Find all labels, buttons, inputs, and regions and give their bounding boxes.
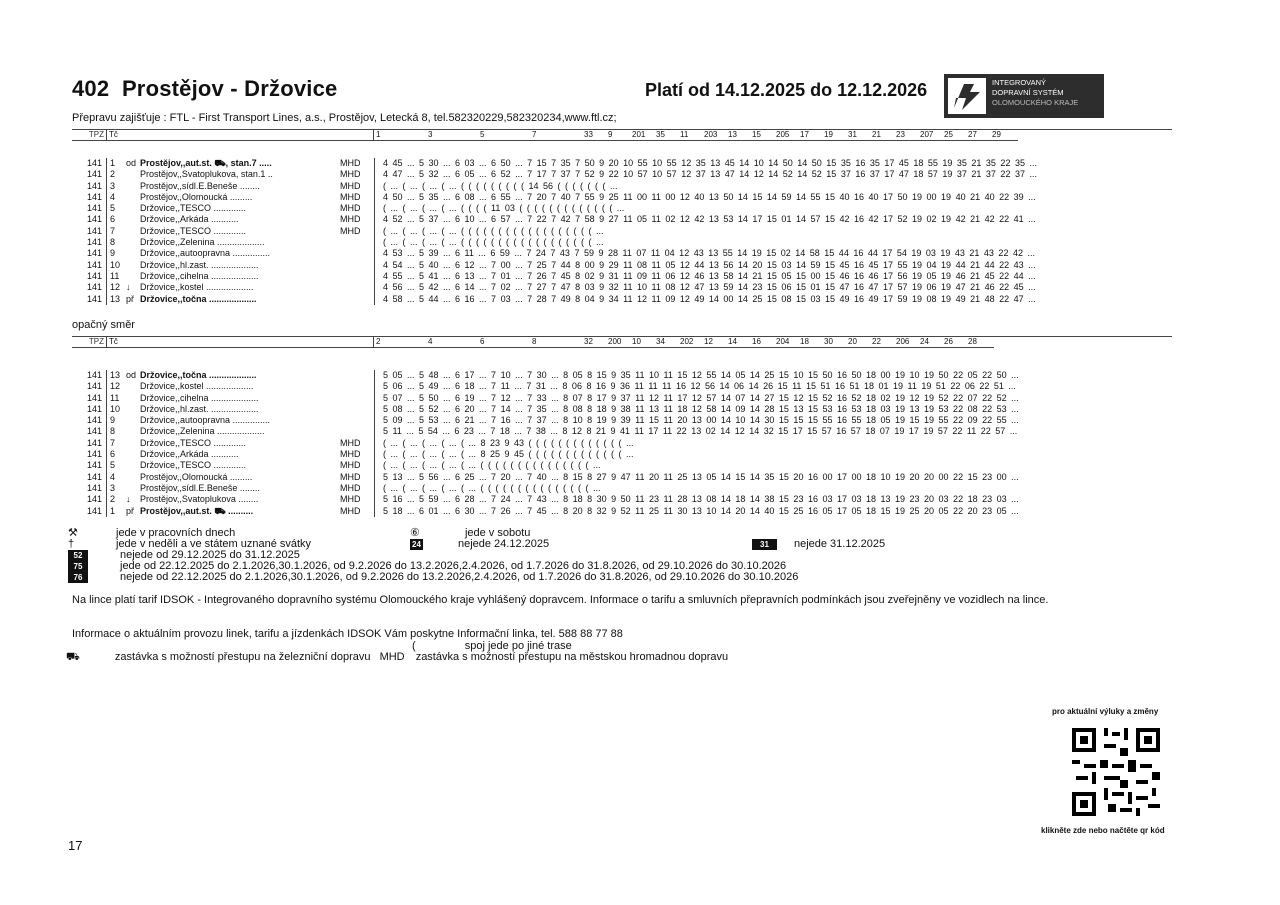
legend-text: nejede od 22.12.2025 do 2.1.2026,30.1.2026, od 9.2.2026 do 13.2.2026,2.4.2026, od 1.7.2026 do 31.8.2026, od 29.10.2026 do 30.10.2026 bbox=[120, 571, 799, 583]
trip-number: 23 bbox=[896, 130, 905, 139]
stop-row bbox=[72, 158, 1183, 169]
stop-mhd bbox=[340, 415, 375, 426]
trip-number: 5 bbox=[480, 130, 485, 139]
other-route-text: spoj jede po jiné trase bbox=[464, 640, 572, 652]
stop-times: ( ... ( ... ( ... ( ... ( ( ( ( 11 03 ( ( ( ( ( ( ( ( ( ( ( ( ( ... bbox=[383, 203, 625, 214]
stop-mark bbox=[126, 415, 140, 426]
stop-name: Prostějov,,aut.st. ⛟ .......... bbox=[140, 505, 254, 516]
validity-text: Platí od 14.12.2025 do 12.12.2026 bbox=[645, 80, 928, 100]
qr-code-icon bbox=[1068, 724, 1164, 820]
stop-tpz: 141 bbox=[86, 191, 102, 202]
stop-tc: 3 bbox=[106, 483, 126, 494]
stop-tpz: 141 bbox=[86, 270, 102, 281]
stop-tpz: 141 bbox=[86, 248, 102, 259]
stop-name: Držovice,,hl.zast. ................... bbox=[140, 259, 259, 270]
other-route-icon: ( bbox=[412, 640, 416, 652]
stop-times: 5 16 ... 5 59 ... 6 28 ... 7 24 ... 7 43 ... 8 18 8 30 9 50 11 23 11 28 13 08 14 18 14 38 15 23 16 03 17 03 18 13 19 23 20 03 22 18 23 03 ... bbox=[383, 494, 1019, 505]
trip-number: 17 bbox=[800, 130, 809, 139]
stop-tc: 6 bbox=[106, 214, 126, 225]
opposite-direction-label: opačný směr bbox=[72, 319, 135, 331]
stop-name: Držovice,,Zelenina ................... bbox=[140, 426, 265, 437]
stop-tpz: 141 bbox=[86, 203, 102, 214]
stop-times: 4 50 ... 5 35 ... 6 08 ... 6 55 ... 7 20 7 40 7 55 9 25 11 00 11 00 12 40 13 50 14 15 14 59 14 55 15 40 16 40 17 50 19 00 19 40 21 40 22 39 ... bbox=[383, 191, 1036, 202]
stop-mhd bbox=[340, 248, 375, 259]
trip-number: 4 bbox=[428, 337, 433, 346]
trip-number: 35 bbox=[656, 130, 665, 139]
stop-tc: 4 bbox=[106, 192, 126, 203]
trip-number: 14 bbox=[728, 337, 737, 346]
trip-number: 22 bbox=[872, 337, 881, 346]
info-note: Informace o aktuálním provozu linek, tarifu a jízdenkách IDSOK Vám poskytne Informační linka, tel. 588 88 77 88 bbox=[72, 628, 623, 640]
stop-name: Držovice,,Arkáda ........... bbox=[140, 449, 239, 460]
stop-tc: 7 bbox=[106, 438, 126, 449]
stop-tc: 1 bbox=[106, 158, 126, 169]
stop-row bbox=[72, 294, 1183, 305]
legend-text: jede v neděli a ve státem uznané svátky bbox=[116, 538, 312, 550]
stop-tc: 13 bbox=[106, 294, 126, 305]
stop-name: Držovice,,autoopravna ............... bbox=[140, 248, 271, 259]
stop-tpz: 141 bbox=[86, 449, 102, 460]
stop-times: 5 06 ... 5 49 ... 6 18 ... 7 11 ... 7 31 ... 8 06 8 16 9 36 11 11 11 16 12 56 14 06 14 26 15 11 15 51 16 51 18 01 19 11 19 51 22 06 22 51 ... bbox=[383, 381, 1016, 392]
stop-mhd bbox=[340, 294, 375, 305]
stop-tpz: 141 bbox=[86, 381, 102, 392]
legend-text: jede v pracovních dnech bbox=[116, 527, 236, 539]
stop-mhd: MHD bbox=[340, 214, 375, 225]
legend-item bbox=[68, 572, 798, 583]
stop-name: Držovice,,TESCO ............. bbox=[140, 437, 247, 448]
legend-31-text: nejede 31.12.2025 bbox=[793, 538, 886, 550]
legend-symbol-icon: † bbox=[68, 538, 75, 550]
trip-number: 31 bbox=[848, 130, 857, 139]
stop-name: Držovice,,TESCO ............. bbox=[140, 225, 247, 236]
stop-mark: př bbox=[126, 293, 135, 304]
trip-number: 26 bbox=[944, 337, 953, 346]
stop-name: Prostějov,,aut.st. ⛟, stan.7 ..... bbox=[140, 158, 272, 168]
stop-row bbox=[72, 426, 1183, 437]
trip-number: 18 bbox=[800, 337, 809, 346]
stop-tpz: 141 bbox=[86, 282, 102, 293]
stop-times: 4 58 ... 5 44 ... 6 16 ... 7 03 ... 7 28 7 49 8 04 9 34 11 12 11 09 12 49 14 00 14 25 15 08 15 03 15 49 16 49 17 59 19 08 19 49 21 48 22 47 ... bbox=[383, 293, 1036, 304]
trip-number: 28 bbox=[968, 337, 977, 346]
stop-mark bbox=[126, 192, 140, 203]
stop-tc: 10 bbox=[106, 404, 126, 415]
trip-numbers-list bbox=[376, 130, 1016, 139]
stop-row bbox=[72, 404, 1183, 415]
stop-name: Držovice,,točna ................... bbox=[140, 293, 257, 304]
trip-number: 207 bbox=[920, 130, 934, 139]
idsok-logo-icon bbox=[948, 78, 986, 114]
stop-mhd: MHD bbox=[340, 203, 375, 214]
trip-number: 16 bbox=[752, 337, 761, 346]
stop-mark bbox=[126, 393, 140, 404]
stop-mark bbox=[126, 404, 140, 415]
stop-tc: 8 bbox=[106, 426, 126, 437]
stop-row bbox=[72, 169, 1183, 180]
stop-times: 5 09 ... 5 53 ... 6 21 ... 7 16 ... 7 37 ... 8 10 8 19 9 39 11 15 11 20 13 00 14 10 14 30 15 15 15 55 16 55 18 05 19 15 19 55 22 09 22 55 ... bbox=[383, 415, 1019, 426]
trip-number: 24 bbox=[920, 337, 929, 346]
trip-number-row-2 bbox=[72, 337, 994, 348]
stop-name: Držovice,,TESCO ............. bbox=[140, 203, 247, 214]
stop-tc: 7 bbox=[106, 226, 126, 237]
stop-row bbox=[72, 494, 1183, 505]
stop-times: 5 05 ... 5 48 ... 6 17 ... 7 10 ... 7 30 ... 8 05 8 15 9 35 11 10 11 15 12 55 14 05 14 25 15 10 15 50 16 50 18 00 19 10 19 50 22 05 22 50 ... bbox=[383, 370, 1019, 380]
stop-times: ( ... ( ... ( ... ( ... ( ... 8 25 9 45 ( ( ( ( ( ( ( ( ( ( ( ( ( ... bbox=[383, 449, 634, 460]
stop-times: ( ... ( ... ( ... ( ... ( ... 8 23 9 43 ( ( ( ( ( ( ( ( ( ( ( ( ( ... bbox=[383, 437, 634, 448]
stop-row bbox=[72, 237, 1183, 248]
stop-row bbox=[72, 449, 1183, 460]
stop-tpz: 141 bbox=[86, 403, 102, 414]
stop-name: Držovice,,autoopravna ............... bbox=[140, 415, 271, 426]
stop-times: 4 52 ... 5 37 ... 6 10 ... 6 57 ... 7 22 7 42 7 58 9 27 11 05 11 02 12 42 13 53 14 17 15 01 14 57 15 42 16 42 17 52 19 02 19 42 21 42 22 41 ... bbox=[383, 214, 1036, 225]
stop-times: ( ... ( ... ( ... ( ... ( ... ( ( ( ( ( ( ( ( ( ( ( ( ( ( ( ... bbox=[383, 460, 601, 471]
stop-mark bbox=[126, 237, 140, 248]
stop-mhd: MHD bbox=[340, 494, 375, 505]
stop-mhd bbox=[340, 370, 375, 381]
stop-name: Držovice,,Zelenina ................... bbox=[140, 237, 265, 248]
code-24-icon: 24 bbox=[412, 540, 421, 549]
direction1-stops bbox=[72, 158, 1183, 305]
stop-name: Držovice,,cihelna ................... bbox=[140, 270, 259, 281]
trip-number: 205 bbox=[776, 130, 790, 139]
stop-tpz: 141 bbox=[86, 426, 102, 437]
trip-number-row bbox=[72, 130, 1018, 141]
stop-times: 5 07 ... 5 50 ... 6 19 ... 7 12 ... 7 33 ... 8 07 8 17 9 37 11 12 11 17 12 57 14 07 14 27 15 12 15 52 16 52 18 02 19 12 19 52 22 07 22 52 ... bbox=[383, 392, 1019, 403]
trip-number: 202 bbox=[680, 337, 694, 346]
trip-number: 33 bbox=[584, 130, 593, 139]
trip-number: 2 bbox=[376, 337, 381, 346]
stop-name: Prostějov,,Svatoplukova, stan.1 .. bbox=[140, 169, 273, 180]
stop-tc: 5 bbox=[106, 203, 126, 214]
stop-row bbox=[72, 226, 1183, 237]
stop-tpz: 141 bbox=[86, 482, 102, 493]
stop-tpz: 141 bbox=[86, 158, 102, 168]
stop-tpz: 141 bbox=[86, 471, 102, 482]
stop-row bbox=[72, 438, 1183, 449]
stop-row bbox=[72, 393, 1183, 404]
trip-number: 201 bbox=[632, 130, 646, 139]
stop-mark bbox=[126, 169, 140, 180]
stop-row bbox=[72, 506, 1183, 517]
stop-name: Prostějov,,sídl.E.Beneše ........ bbox=[140, 482, 260, 493]
stop-times: ( ... ( ... ( ... ( ... ( ( ( ( ( ( ( ( ( ( ( ( ( ( ( ( ( ( ... bbox=[383, 237, 604, 248]
trip-number: 206 bbox=[896, 337, 910, 346]
stop-row bbox=[72, 181, 1183, 192]
stop-mhd: MHD bbox=[340, 158, 375, 169]
trip-number: 7 bbox=[532, 130, 537, 139]
trip-number: 3 bbox=[428, 130, 433, 139]
stop-tpz: 141 bbox=[86, 370, 102, 380]
stop-mark: ↓ bbox=[126, 494, 131, 505]
stop-tpz: 141 bbox=[86, 169, 102, 180]
qr-code[interactable] bbox=[1068, 724, 1164, 820]
mhd-text: zastávka s možností přestupu na městskou hromadnou dopravu bbox=[415, 651, 729, 663]
stop-row bbox=[72, 192, 1183, 203]
stop-mhd bbox=[340, 271, 375, 282]
stop-tpz: 141 bbox=[86, 237, 102, 248]
operator-text: Přepravu zajišťuje : FTL - First Transport Lines, a.s., Prostějov, Letecká 8, tel.582320229,582320234,www.ftl.cz; bbox=[72, 112, 617, 124]
stop-mhd: MHD bbox=[340, 483, 375, 494]
train-text: zastávka s možností přestupu na železniční dopravu bbox=[114, 651, 371, 663]
trip-number: 6 bbox=[480, 337, 485, 346]
stop-mhd: MHD bbox=[340, 460, 375, 471]
stop-mhd bbox=[340, 237, 375, 248]
stop-row bbox=[72, 460, 1183, 471]
stop-tc: 1 bbox=[106, 506, 126, 517]
transfer-note bbox=[66, 651, 728, 663]
stop-tc: 13 bbox=[106, 370, 126, 381]
legend-24-text: nejede 24.12.2025 bbox=[457, 538, 550, 550]
stop-mark: ↓ bbox=[126, 282, 131, 293]
stop-mark: př bbox=[126, 505, 135, 516]
trip-numbers-list-2 bbox=[376, 337, 992, 346]
stop-mark bbox=[126, 181, 140, 192]
stop-mark bbox=[126, 460, 140, 471]
stop-mhd bbox=[340, 404, 375, 415]
tariff-note: Na lince platí tarif IDSOK - Integrovaného dopravního systému Olomouckého kraje vyhlášený dopravcem. Informace o tarifu a smluvních přepravních podmínkách jsou zveřejněny ve vozidlech na lince. bbox=[72, 594, 1049, 606]
timetable-direction2 bbox=[72, 337, 994, 348]
stop-name: Držovice,,kostel ................... bbox=[140, 381, 254, 392]
stop-mhd bbox=[340, 260, 375, 271]
legend-code-icon: 52 bbox=[68, 550, 88, 561]
stop-times: 4 55 ... 5 41 ... 6 13 ... 7 01 ... 7 26 7 45 8 02 9 31 11 09 11 06 12 46 13 58 14 21 15 05 15 00 15 46 16 46 17 56 19 05 19 46 21 45 22 44 ... bbox=[383, 270, 1036, 281]
stop-row bbox=[72, 203, 1183, 214]
stop-mark bbox=[126, 214, 140, 225]
stop-tc: 9 bbox=[106, 415, 126, 426]
stop-mark bbox=[126, 260, 140, 271]
trip-number: 10 bbox=[632, 337, 641, 346]
legend-code-icon: 75 bbox=[68, 561, 88, 572]
stop-name: Prostějov,,sídl.E.Beneše ........ bbox=[140, 180, 260, 191]
trip-number: 1 bbox=[376, 130, 381, 139]
qr-caption-bottom[interactable]: klikněte zde nebo načtěte qr kód bbox=[1041, 826, 1165, 835]
legend-31 bbox=[752, 539, 885, 550]
trip-number: 200 bbox=[608, 337, 622, 346]
trip-number: 203 bbox=[704, 130, 718, 139]
stop-name: Držovice,,cihelna ................... bbox=[140, 392, 259, 403]
stop-tpz: 141 bbox=[86, 225, 102, 236]
stop-tc: 12 bbox=[106, 282, 126, 293]
col-tpz-2: TPZ bbox=[72, 337, 107, 348]
stop-tpz: 141 bbox=[86, 259, 102, 270]
route-name: Prostějov - Držovice bbox=[121, 76, 338, 101]
stop-name: Prostějov,,Olomoucká ......... bbox=[140, 191, 253, 202]
stop-mark bbox=[126, 226, 140, 237]
stop-mark bbox=[126, 438, 140, 449]
stop-mark bbox=[126, 472, 140, 483]
legend-right bbox=[410, 528, 549, 550]
stop-tc: 6 bbox=[106, 449, 126, 460]
stop-times: ( ... ( ... ( ... ( ... ( ( ( ( ( ( ( ( ( ( ( ( ( ( ( ( ( ( ... bbox=[383, 225, 604, 236]
stop-mhd: MHD bbox=[340, 226, 375, 237]
line-number: 402 bbox=[72, 76, 110, 101]
trip-number: 8 bbox=[532, 337, 537, 346]
stop-mark bbox=[126, 203, 140, 214]
stop-row bbox=[72, 415, 1183, 426]
stop-tc: 3 bbox=[106, 181, 126, 192]
stop-row bbox=[72, 260, 1183, 271]
stop-times: ( ... ( ... ( ... ( ... ( ( ( ( ( ( ( ( ( 14 56 ( ( ( ( ( ( ( ... bbox=[383, 180, 618, 191]
stop-mark bbox=[126, 483, 140, 494]
stop-mark bbox=[126, 449, 140, 460]
stop-name: Držovice,,točna ................... bbox=[140, 370, 257, 380]
stop-mark bbox=[126, 426, 140, 437]
trip-number: 27 bbox=[968, 130, 977, 139]
stop-tc: 2 bbox=[106, 169, 126, 180]
stop-tpz: 141 bbox=[86, 460, 102, 471]
stop-row bbox=[72, 472, 1183, 483]
stop-tc: 12 bbox=[106, 381, 126, 392]
trip-number: 19 bbox=[824, 130, 833, 139]
trip-number: 32 bbox=[584, 337, 593, 346]
stop-mhd bbox=[340, 393, 375, 404]
col-tpz: TPZ bbox=[72, 130, 107, 141]
stop-row bbox=[72, 271, 1183, 282]
stop-mhd: MHD bbox=[340, 181, 375, 192]
stop-tc: 4 bbox=[106, 472, 126, 483]
stop-mark bbox=[126, 271, 140, 282]
saturday-icon: ⑥ bbox=[410, 527, 420, 539]
idsok-logo bbox=[944, 74, 1104, 118]
stop-mhd: MHD bbox=[340, 438, 375, 449]
legend-text: jede od 22.12.2025 do 2.1.2026,30.1.2026, od 9.2.2026 do 13.2.2026,2.4.2026, od 1.7.2026 do 31.8.2026, od 29.10.2026 do 30.10.2026 bbox=[120, 560, 787, 572]
trip-number: 29 bbox=[992, 130, 1001, 139]
legend-code-icon: 76 bbox=[68, 572, 88, 583]
stop-mhd bbox=[340, 426, 375, 437]
stop-name: Prostějov,,Svatoplukova ........ bbox=[140, 494, 259, 505]
col-tc: Tč bbox=[107, 130, 130, 141]
trip-number: 13 bbox=[728, 130, 737, 139]
trip-number: 30 bbox=[824, 337, 833, 346]
stop-tpz: 141 bbox=[86, 392, 102, 403]
trip-number: 204 bbox=[776, 337, 790, 346]
logo-line-2: DOPRAVNÍ SYSTÉM bbox=[992, 88, 1064, 97]
code-31-icon: 31 bbox=[752, 539, 777, 550]
stop-tc: 9 bbox=[106, 248, 126, 259]
page-number: 17 bbox=[68, 838, 83, 853]
trip-number: 11 bbox=[680, 130, 689, 139]
trip-number: 9 bbox=[608, 130, 613, 139]
page-title bbox=[72, 76, 337, 102]
stop-times: 4 56 ... 5 42 ... 6 14 ... 7 02 ... 7 27 7 47 8 03 9 32 11 10 11 08 12 47 13 59 14 23 15 06 15 01 15 47 16 47 17 57 19 06 19 47 21 46 22 45 ... bbox=[383, 282, 1036, 293]
qr-caption-top: pro aktuální výluky a změny bbox=[1052, 707, 1159, 716]
stop-mark bbox=[126, 381, 140, 392]
stop-mhd: MHD bbox=[340, 192, 375, 203]
stop-row bbox=[72, 282, 1183, 293]
trip-number: 25 bbox=[944, 130, 953, 139]
stop-mhd bbox=[340, 381, 375, 392]
col-tc-2: Tč bbox=[107, 337, 130, 348]
stop-row bbox=[72, 214, 1183, 225]
stop-mhd bbox=[340, 282, 375, 293]
stop-times: 4 54 ... 5 40 ... 6 12 ... 7 00 ... 7 25 7 44 8 00 9 29 11 08 11 05 12 44 13 56 14 20 15 03 14 59 15 45 16 45 17 55 19 04 19 44 21 44 22 43 ... bbox=[383, 259, 1036, 270]
train-icon: ⛟ bbox=[66, 651, 80, 663]
trip-number: 20 bbox=[848, 337, 857, 346]
stop-times: 5 11 ... 5 54 ... 6 23 ... 7 18 ... 7 38 ... 8 12 8 21 9 41 11 17 11 22 13 02 14 12 14 32 15 17 15 57 16 57 18 07 19 17 19 57 22 11 22 57 ... bbox=[383, 426, 1018, 437]
stop-name: Prostějov,,Olomoucká ......... bbox=[140, 471, 253, 482]
stop-tpz: 141 bbox=[86, 293, 102, 304]
legend-symbol-icon: ⚒ bbox=[68, 527, 78, 539]
stop-tpz: 141 bbox=[86, 437, 102, 448]
timetable-direction1 bbox=[72, 130, 1018, 141]
trip-number: 21 bbox=[872, 130, 881, 139]
stop-row bbox=[72, 483, 1183, 494]
stop-mhd: MHD bbox=[340, 506, 375, 517]
logo-line-3: OLOMOUCKÉHO KRAJE bbox=[992, 98, 1079, 107]
stop-tc: 8 bbox=[106, 237, 126, 248]
stop-tpz: 141 bbox=[86, 415, 102, 426]
stop-times: 4 45 ... 5 30 ... 6 03 ... 6 50 ... 7 15 7 35 7 50 9 20 10 55 10 55 12 35 13 45 14 10 14 50 14 50 15 35 16 35 17 45 18 55 19 35 21 35 22 35 ... bbox=[383, 158, 1037, 168]
stop-tpz: 141 bbox=[86, 494, 102, 505]
stop-tc: 11 bbox=[106, 393, 126, 404]
legend-24 bbox=[410, 539, 549, 550]
stop-mhd: MHD bbox=[340, 449, 375, 460]
stop-tc: 10 bbox=[106, 260, 126, 271]
stop-tpz: 141 bbox=[86, 505, 102, 516]
trip-number: 34 bbox=[656, 337, 665, 346]
stop-tc: 2 bbox=[106, 494, 126, 505]
trip-number: 12 bbox=[704, 337, 713, 346]
trip-numbers bbox=[374, 130, 1019, 141]
logo-line-1: INTEGROVANÝ bbox=[992, 78, 1047, 87]
stop-times: 5 08 ... 5 52 ... 6 20 ... 7 14 ... 7 35 ... 8 08 8 18 9 38 11 13 11 18 12 58 14 09 14 28 15 13 15 53 16 53 18 03 19 13 19 53 22 08 22 53 ... bbox=[383, 403, 1019, 414]
stop-name: Držovice,,TESCO ............. bbox=[140, 460, 247, 471]
stop-tc: 11 bbox=[106, 271, 126, 282]
stop-times: 5 18 ... 6 01 ... 6 30 ... 7 26 ... 7 45 ... 8 20 8 32 9 52 11 25 11 30 13 10 14 20 14 40 15 25 16 05 17 05 18 15 19 25 20 05 22 20 23 05 ... bbox=[383, 505, 1019, 516]
stop-name: Držovice,,Arkáda ........... bbox=[140, 214, 239, 225]
legend-saturday-text: jede v sobotu bbox=[464, 527, 531, 539]
stop-times: 4 53 ... 5 39 ... 6 11 ... 6 59 ... 7 24 7 43 7 59 9 28 11 07 11 04 12 43 13 55 14 19 15 02 14 58 15 44 16 44 17 54 19 03 19 43 21 43 22 42 ... bbox=[383, 248, 1035, 259]
stop-mark bbox=[126, 248, 140, 259]
stop-row bbox=[72, 381, 1183, 392]
stop-times: 5 13 ... 5 56 ... 6 25 ... 7 20 ... 7 40 ... 8 15 8 27 9 47 11 20 11 25 13 05 14 15 14 35 15 20 16 00 17 00 18 10 19 20 20 00 22 15 23 00 ... bbox=[383, 471, 1019, 482]
stop-tpz: 141 bbox=[86, 214, 102, 225]
stop-row bbox=[72, 370, 1183, 381]
stop-times: 4 47 ... 5 32 ... 6 05 ... 6 52 ... 7 17 7 37 7 52 9 22 10 57 10 57 12 37 13 47 14 12 14 52 14 52 15 37 16 37 17 47 18 57 19 37 21 37 22 37 ... bbox=[383, 169, 1037, 180]
stop-row bbox=[72, 248, 1183, 259]
trip-number: 15 bbox=[752, 130, 761, 139]
stop-mark: od bbox=[126, 158, 137, 168]
mhd-label: MHD bbox=[379, 651, 405, 663]
stop-mhd: MHD bbox=[340, 169, 375, 180]
direction2-stops bbox=[72, 370, 1183, 517]
stop-tc: 5 bbox=[106, 460, 126, 471]
stop-mhd: MHD bbox=[340, 472, 375, 483]
stop-name: Držovice,,kostel ................... bbox=[140, 282, 254, 293]
legend-text: nejede od 29.12.2025 do 31.12.2025 bbox=[120, 549, 300, 561]
stop-times: ( ... ( ... ( ... ( ... ( ... ( ( ( ( ( ( ( ( ( ( ( ( ( ( ( ... bbox=[383, 482, 601, 493]
stop-mark: od bbox=[126, 370, 137, 380]
stop-name: Držovice,,hl.zast. ................... bbox=[140, 403, 259, 414]
stop-tpz: 141 bbox=[86, 180, 102, 191]
